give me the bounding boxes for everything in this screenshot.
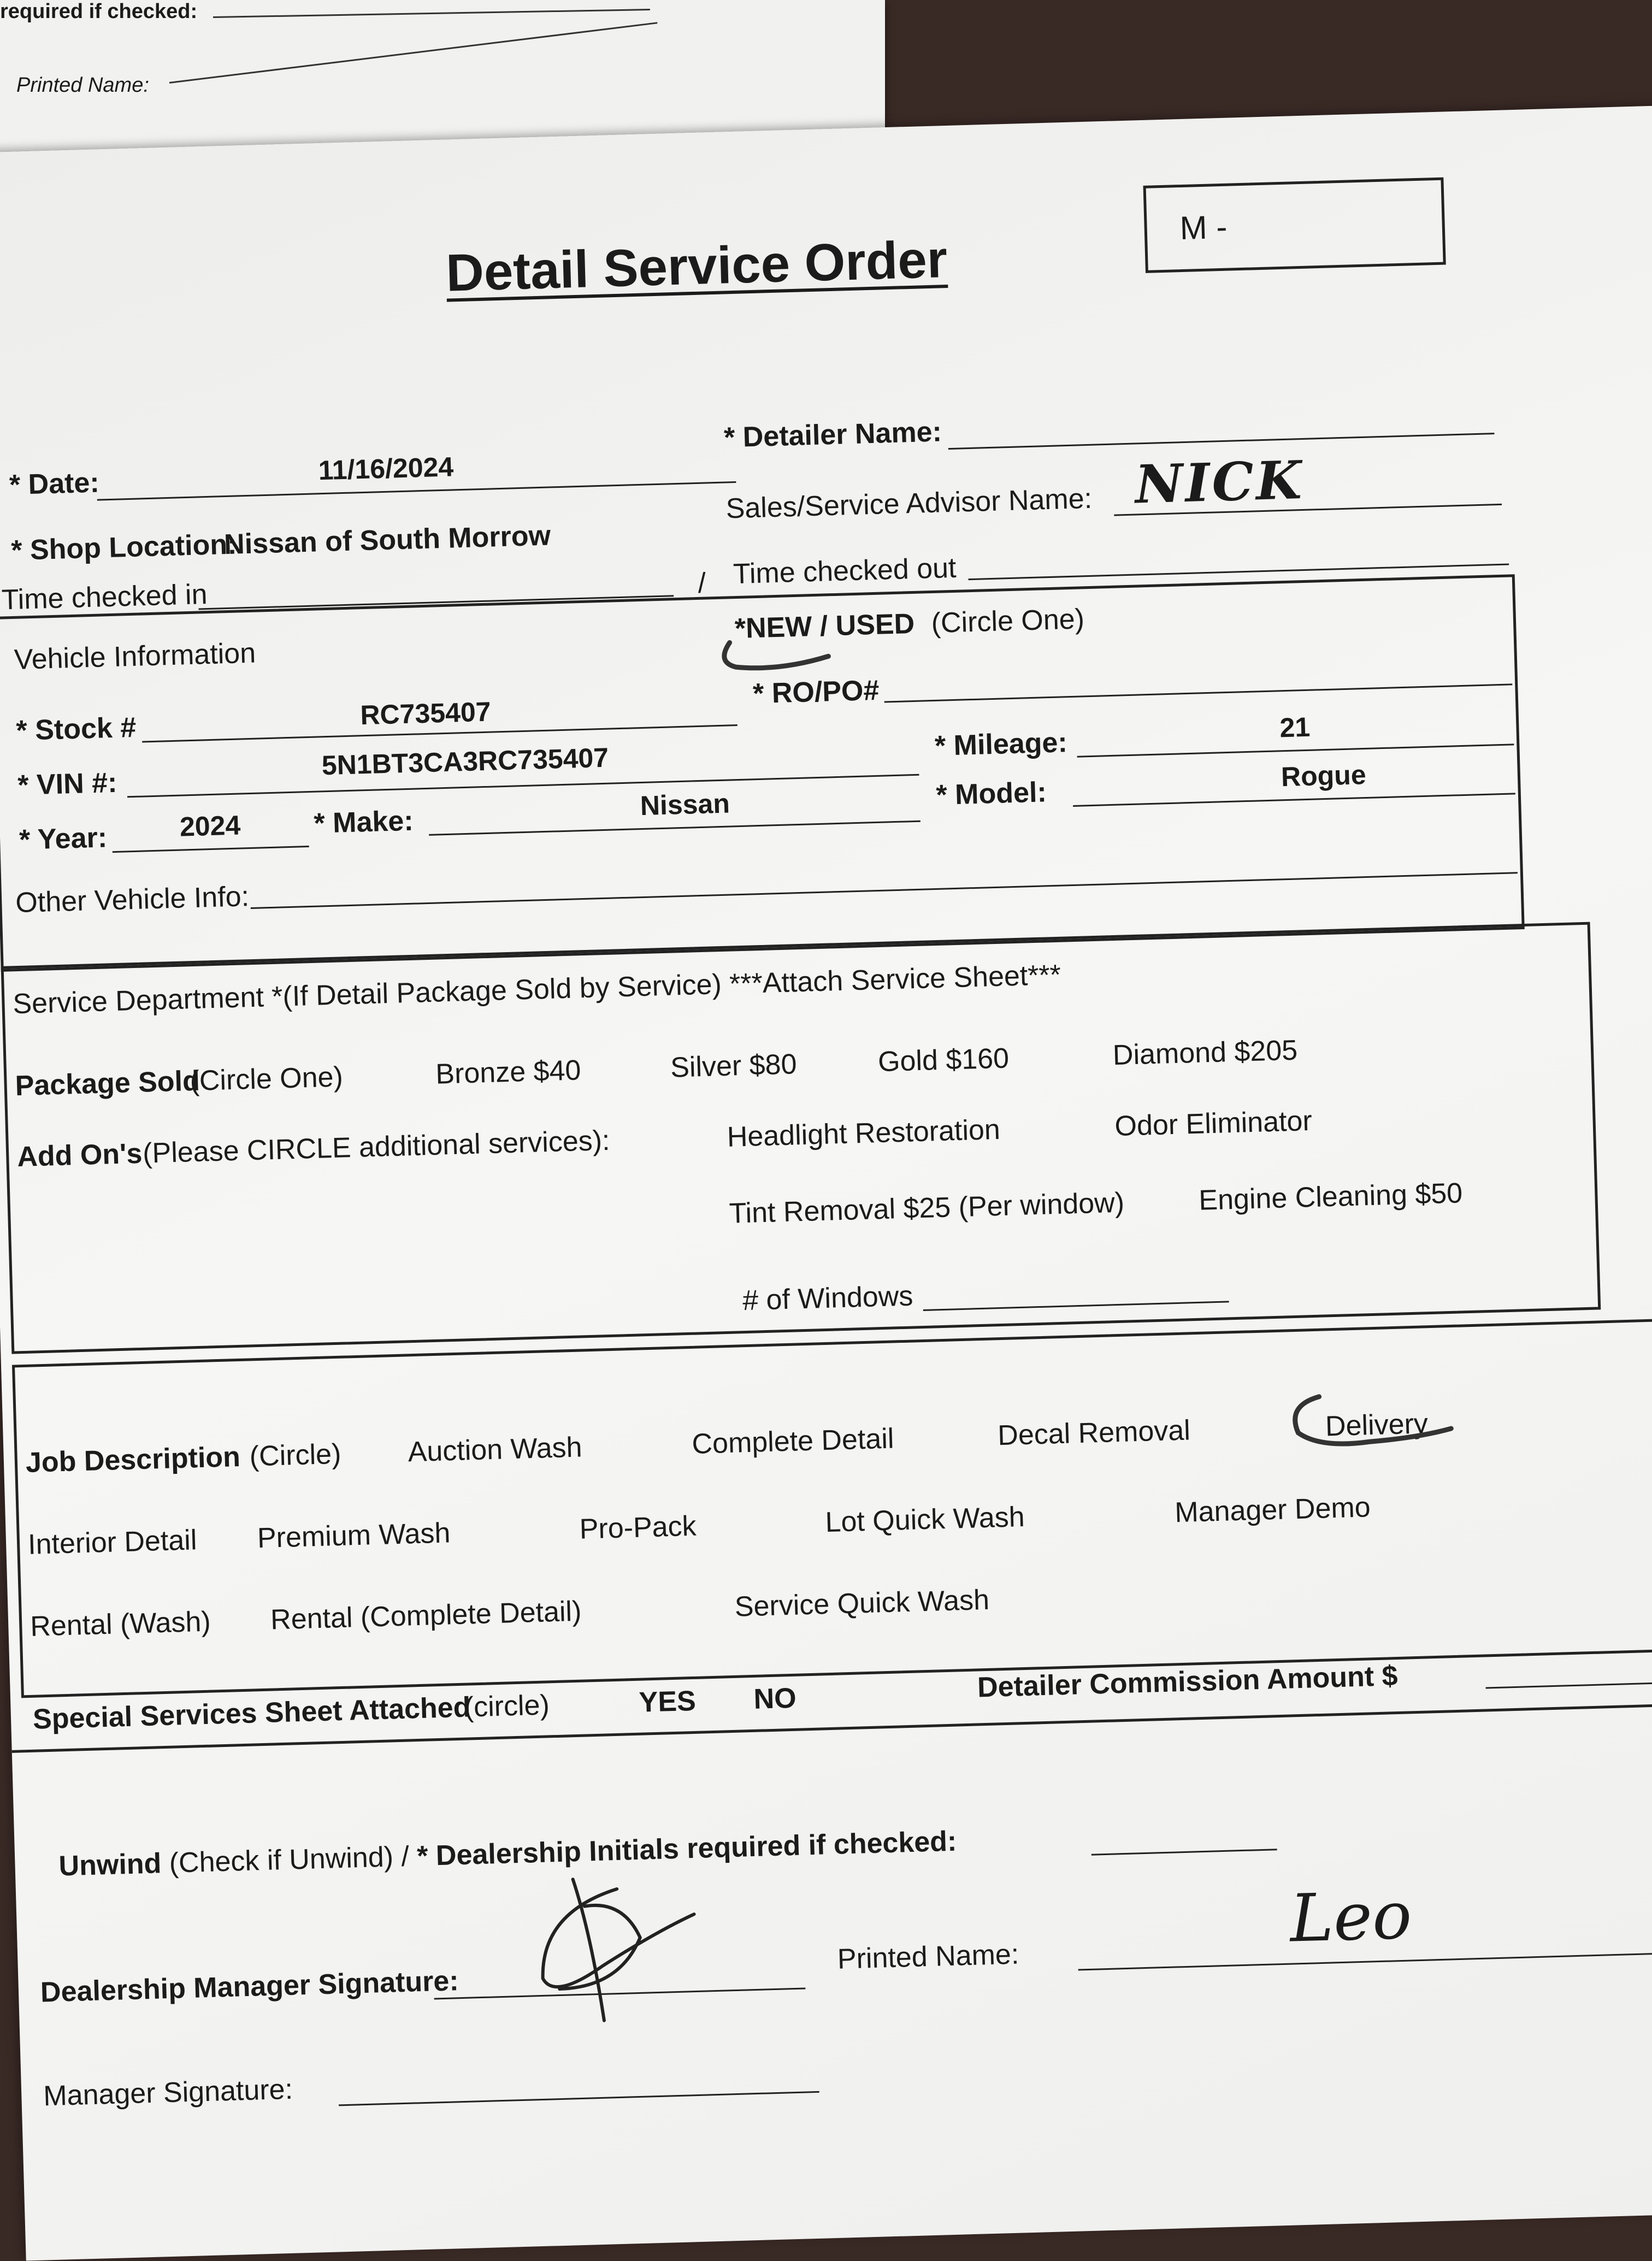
year-value: 2024 <box>179 810 241 842</box>
addon-option: Engine Cleaning $50 <box>1198 1177 1463 1217</box>
model-label: * Model: <box>935 776 1047 811</box>
commission-line <box>1486 1681 1652 1689</box>
time-in-label: Time checked in <box>1 578 208 616</box>
package-option: Diamond $205 <box>1112 1034 1298 1072</box>
addon-option: Headlight Restoration <box>727 1113 1001 1153</box>
detail-service-order-sheet <box>0 105 1652 2260</box>
special-services-label: Special Services Sheet Attached <box>32 1691 471 1735</box>
job-option: Auction Wash <box>407 1431 583 1468</box>
m-number-label: M - <box>1179 208 1228 247</box>
job-option: Service Quick Wash <box>734 1584 990 1623</box>
printed-name-handwritten-value: Leo <box>1289 1878 1413 1957</box>
package-sold-label: Package Sold <box>14 1065 200 1102</box>
required-if-checked-label: required if checked: <box>0 0 198 23</box>
time-slash: / <box>697 567 706 599</box>
job-option: Pro-Pack <box>579 1510 697 1545</box>
package-option: Bronze $40 <box>435 1054 582 1090</box>
vin-value: 5N1BT3CA3RC735407 <box>321 742 609 781</box>
shop-location-value: Nissan of South Morrow <box>223 520 551 561</box>
stock-value: RC735407 <box>359 696 492 731</box>
job-option: Rental (Wash) <box>30 1605 211 1643</box>
unwind-label: Unwind <box>58 1847 162 1882</box>
special-yes-option: YES <box>638 1685 697 1719</box>
advisor-handwritten-value: NICK <box>1134 448 1305 516</box>
back-printed-name-label: Printed Name: <box>16 74 149 97</box>
package-option: Silver $80 <box>670 1048 798 1084</box>
mileage-label: * Mileage: <box>934 727 1068 762</box>
initials-label: * Dealership Initials required if checked: <box>416 1825 958 1873</box>
job-option: Lot Quick Wash <box>824 1501 1025 1539</box>
back-sheet-line <box>169 22 658 84</box>
job-option: Decal Removal <box>997 1414 1191 1452</box>
advisor-label: Sales/Service Advisor Name: <box>725 482 1093 525</box>
year-label: * Year: <box>19 822 108 856</box>
stock-label: * Stock # <box>15 711 137 747</box>
date-value: 11/16/2024 <box>317 451 454 486</box>
job-option: Interior Detail <box>27 1524 198 1561</box>
job-option: Complete Detail <box>691 1422 895 1460</box>
job-description-label: Job Description <box>25 1441 241 1479</box>
package-circle-note: (Circle One) <box>189 1061 344 1097</box>
detailer-name-line <box>948 433 1495 450</box>
make-value: Nissan <box>640 788 730 822</box>
job-option: Manager Demo <box>1174 1491 1371 1529</box>
windows-label: # of Windows <box>742 1280 914 1317</box>
unwind-note: (Check if Unwind) / <box>168 1840 410 1879</box>
manager-signature-line <box>339 2091 819 2106</box>
addon-option: Odor Eliminator <box>1114 1105 1313 1143</box>
addons-note: (Please CIRCLE additional services): <box>142 1124 611 1170</box>
job-option-delivery: Delivery <box>1325 1408 1429 1443</box>
date-label: * Date: <box>9 467 100 501</box>
time-out-label: Time checked out <box>733 552 957 591</box>
mileage-value: 21 <box>1279 711 1311 743</box>
job-option: Premium Wash <box>257 1517 451 1555</box>
handwritten-circle-mark <box>1275 1385 1462 1455</box>
manager-signature-label: Manager Signature: <box>43 2073 293 2112</box>
circle-one-note: (Circle One) <box>930 603 1085 640</box>
package-option: Gold $160 <box>877 1042 1010 1078</box>
date-line <box>97 481 736 501</box>
special-no-option: NO <box>753 1682 797 1715</box>
addons-label: Add On's <box>16 1137 143 1173</box>
job-option: Rental (Complete Detail) <box>270 1595 582 1636</box>
shop-location-label: * Shop Location: <box>10 528 238 567</box>
initials-line <box>1092 1849 1277 1855</box>
dealership-signature-label: Dealership Manager Signature: <box>40 1965 459 2009</box>
handwritten-signature <box>507 1864 730 2034</box>
vin-label: * VIN #: <box>17 766 118 801</box>
detailer-name-label: * Detailer Name: <box>723 416 942 454</box>
make-label: * Make: <box>313 805 414 840</box>
vehicle-info-label: Vehicle Information <box>14 637 256 676</box>
back-sheet-line <box>213 9 650 18</box>
new-used-label: *NEW / USED <box>734 607 915 645</box>
special-circle-note: (circle) <box>464 1689 550 1723</box>
form-title: Detail Service Order <box>445 230 948 303</box>
service-dept-label: Service Department *(If Detail Package Sold by Service) ***Attach Service Sheet*** <box>12 959 1061 1020</box>
other-info-label: Other Vehicle Info: <box>15 881 250 919</box>
printed-name-label: Printed Name: <box>837 1938 1020 1975</box>
addon-option: Tint Removal $25 (Per window) <box>728 1186 1125 1230</box>
commission-label: Detailer Commission Amount $ <box>977 1660 1399 1704</box>
ro-po-label: * RO/PO# <box>752 674 880 710</box>
m-number-box <box>1143 178 1446 273</box>
model-value: Rogue <box>1281 759 1367 793</box>
job-circle-note: (Circle) <box>249 1438 342 1473</box>
handwritten-circle-mark <box>713 634 840 676</box>
